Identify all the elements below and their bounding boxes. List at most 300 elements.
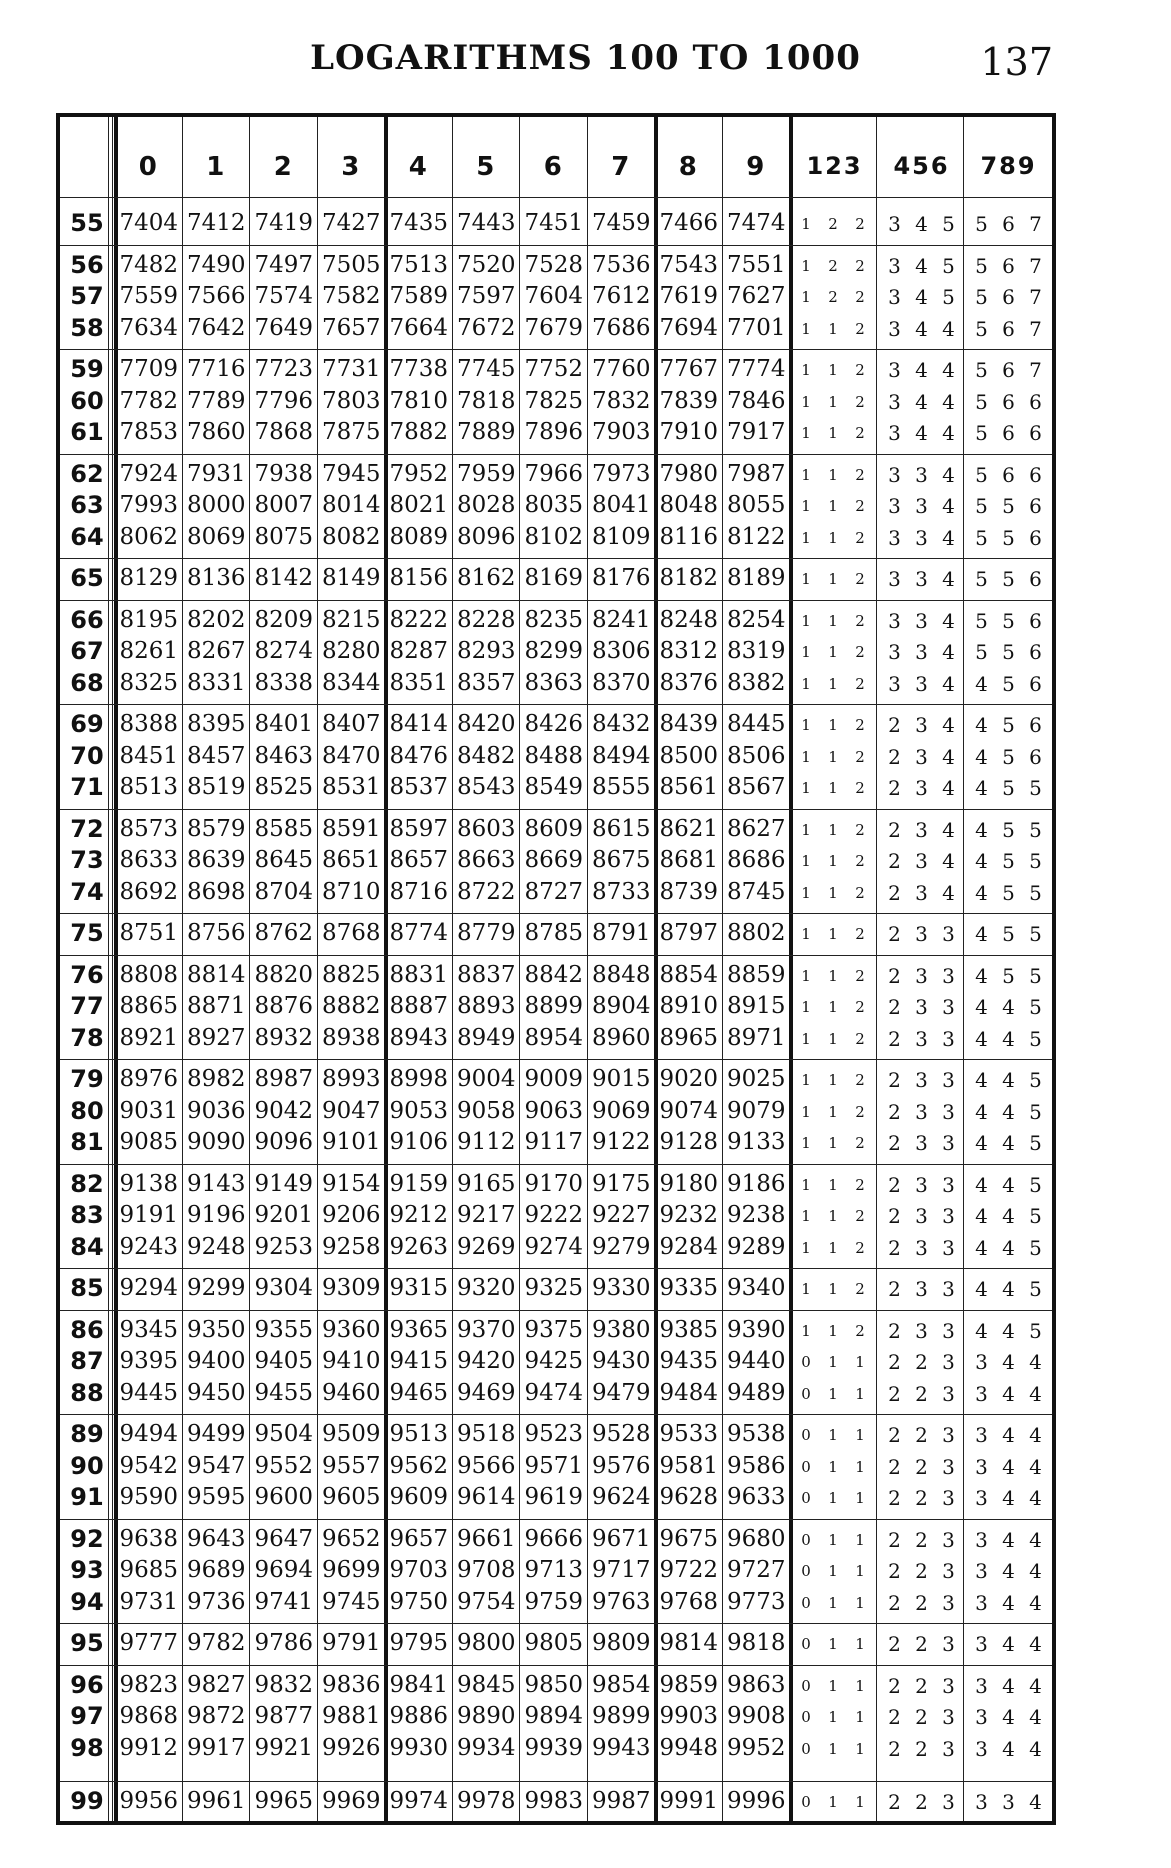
log-value: 7993 xyxy=(119,492,179,518)
diff-value: 2 xyxy=(888,1673,901,1698)
log-value: 9600 xyxy=(254,1484,314,1510)
diff-value: 0 xyxy=(801,1635,814,1653)
log-value: 8904 xyxy=(591,993,651,1019)
log-value: 9939 xyxy=(524,1734,584,1761)
log-value: 9117 xyxy=(524,1129,584,1155)
diff-value: 4 xyxy=(1002,1486,1015,1510)
log-value: 8228 xyxy=(456,606,516,633)
diff-value: 1 xyxy=(828,1353,841,1371)
log-value: 9380 xyxy=(591,1316,651,1343)
diff-value: 5 xyxy=(1029,995,1042,1019)
diff-value: 3 xyxy=(942,1559,955,1583)
log-value: 9832 xyxy=(254,1671,314,1698)
diff-value: 2 xyxy=(855,1207,868,1225)
diff-value: 5 xyxy=(942,212,955,236)
diff-value: 1 xyxy=(828,1134,841,1152)
diff-value: 4 xyxy=(975,1172,988,1197)
log-value: 9474 xyxy=(524,1379,584,1406)
diff-value: 5 xyxy=(975,316,988,341)
diff-value: 2 xyxy=(855,747,868,766)
diff-value: 3 xyxy=(915,776,928,800)
log-value: 9624 xyxy=(591,1484,651,1510)
diff-value: 5 xyxy=(942,253,955,278)
diff-value: 0 xyxy=(801,1530,814,1549)
diff-value: 1 xyxy=(828,1238,841,1257)
log-value: 8000 xyxy=(186,492,246,518)
log-value: 9722 xyxy=(659,1557,719,1583)
log-value: 9170 xyxy=(524,1170,584,1197)
diff-value: 1 xyxy=(828,820,841,839)
log-value: 7574 xyxy=(254,283,314,309)
log-value: 8426 xyxy=(524,711,584,737)
log-value: 9745 xyxy=(321,1588,381,1615)
diff-value: 1 xyxy=(801,716,814,734)
log-value: 9455 xyxy=(254,1379,314,1406)
log-value: 9741 xyxy=(254,1588,314,1615)
diff-value: 5 xyxy=(1002,494,1015,518)
log-value: 8021 xyxy=(389,492,449,518)
log-value: 9917 xyxy=(186,1734,246,1761)
log-value: 8814 xyxy=(186,961,246,988)
log-value: 7649 xyxy=(254,314,314,341)
log-value: 8976 xyxy=(119,1066,179,1092)
diff-value: 5 xyxy=(975,389,988,414)
diff-value: 1 xyxy=(855,1593,868,1612)
log-value: 8982 xyxy=(186,1066,246,1092)
diff-value: 6 xyxy=(1002,358,1015,382)
log-value: 9605 xyxy=(321,1484,381,1510)
log-value: 9253 xyxy=(254,1233,314,1260)
log-value: 7634 xyxy=(119,314,179,341)
log-value: 9025 xyxy=(726,1066,786,1092)
log-value: 8927 xyxy=(186,1024,246,1051)
log-value: 8382 xyxy=(726,669,786,696)
log-value: 8785 xyxy=(524,920,584,946)
log-value: 7796 xyxy=(254,387,314,414)
diff-value: 2 xyxy=(888,1068,901,1092)
diff-value: 2 xyxy=(855,1321,868,1340)
log-value: 9074 xyxy=(659,1097,719,1124)
log-value: 7474 xyxy=(726,210,786,236)
row-number: 75 xyxy=(70,919,104,947)
diff-value: 2 xyxy=(855,361,868,379)
diff-value: 3 xyxy=(942,1172,955,1197)
diff-value: 2 xyxy=(915,1590,928,1615)
log-value: 7931 xyxy=(186,460,246,487)
diff-value: 1 xyxy=(801,1029,814,1048)
diff-value: 2 xyxy=(855,1071,868,1089)
log-value: 8932 xyxy=(254,1024,314,1051)
row-number: 59 xyxy=(70,355,104,383)
log-value: 9533 xyxy=(659,1421,719,1447)
log-value: 8069 xyxy=(186,523,246,550)
diff-value: 4 xyxy=(1029,1423,1042,1447)
diff-value: 5 xyxy=(1029,776,1042,800)
log-value: 9365 xyxy=(389,1316,449,1343)
log-value: 7716 xyxy=(186,356,246,382)
log-value: 9149 xyxy=(254,1170,314,1197)
diff-value: 3 xyxy=(888,462,901,487)
diff-value: 2 xyxy=(888,1790,901,1814)
log-value: 7459 xyxy=(591,210,651,236)
log-value: 8987 xyxy=(254,1066,314,1092)
log-value: 8096 xyxy=(456,523,516,550)
diff-value: 3 xyxy=(915,671,928,696)
log-value: 9415 xyxy=(389,1348,449,1374)
log-value: 9420 xyxy=(456,1348,516,1374)
log-value: 8603 xyxy=(456,815,516,842)
diff-value: 1 xyxy=(801,925,814,943)
row-number: 78 xyxy=(70,1023,104,1052)
diff-value: 4 xyxy=(1029,1673,1042,1698)
log-value: 7917 xyxy=(726,419,786,445)
log-value: 9445 xyxy=(119,1379,179,1406)
diff-value: 1 xyxy=(828,611,841,630)
diff-value: 3 xyxy=(975,1673,988,1698)
log-value: 7825 xyxy=(524,387,584,414)
log-value: 8451 xyxy=(119,742,179,769)
diff-value: 4 xyxy=(1002,1068,1015,1092)
log-value: 9335 xyxy=(659,1275,719,1301)
log-value: 8267 xyxy=(186,638,246,664)
diff-value: 4 xyxy=(975,1277,988,1301)
diff-value: 5 xyxy=(975,462,988,487)
diff-value: 4 xyxy=(915,285,928,309)
diff-value: 7 xyxy=(1029,212,1042,236)
row-number: 87 xyxy=(70,1347,104,1375)
log-value: 7664 xyxy=(389,314,449,341)
diff-value: 1 xyxy=(801,319,814,338)
log-value: 9196 xyxy=(186,1202,246,1228)
diff-value: 5 xyxy=(1029,1099,1042,1124)
log-value: 8482 xyxy=(456,742,516,769)
log-value: 8014 xyxy=(321,492,381,518)
diff-header: 789 xyxy=(980,152,1037,180)
diff-value: 3 xyxy=(915,640,928,664)
log-value: 8692 xyxy=(119,878,179,905)
log-value: 7686 xyxy=(591,314,651,341)
log-value: 8597 xyxy=(389,815,449,842)
row-number: 90 xyxy=(70,1451,104,1480)
diff-value: 4 xyxy=(1002,1381,1015,1406)
log-value: 9175 xyxy=(591,1170,651,1197)
diff-value: 0 xyxy=(801,1489,814,1507)
diff-value: 4 xyxy=(1029,1527,1042,1552)
row-number: 92 xyxy=(70,1524,104,1553)
log-value: 9243 xyxy=(119,1233,179,1260)
log-value: 9320 xyxy=(456,1275,516,1301)
diff-value: 4 xyxy=(975,1131,988,1155)
log-value: 8779 xyxy=(456,920,516,946)
diff-value: 4 xyxy=(975,776,988,800)
log-value: 9425 xyxy=(524,1348,584,1374)
log-value: 8774 xyxy=(389,920,449,946)
log-value: 7938 xyxy=(254,460,314,487)
diff-value: 2 xyxy=(888,817,901,842)
log-value: 7701 xyxy=(726,314,786,341)
log-value: 8960 xyxy=(591,1024,651,1051)
log-value: 8887 xyxy=(389,993,449,1019)
log-value: 9206 xyxy=(321,1202,381,1228)
log-value: 7987 xyxy=(726,460,786,487)
log-value: 9509 xyxy=(321,1421,381,1447)
log-value: 8357 xyxy=(456,669,516,696)
diff-value: 1 xyxy=(828,1635,841,1653)
diff-value: 1 xyxy=(801,528,814,547)
log-value: 9513 xyxy=(389,1421,449,1447)
log-value: 8639 xyxy=(186,847,246,873)
diff-value: 0 xyxy=(801,1353,814,1371)
log-value: 9279 xyxy=(591,1233,651,1260)
diff-value: 3 xyxy=(942,1235,955,1260)
log-value: 7731 xyxy=(321,356,381,382)
log-value: 7672 xyxy=(456,314,516,341)
diff-value: 1 xyxy=(828,1457,841,1476)
log-value: 7839 xyxy=(659,387,719,414)
log-value: 7543 xyxy=(659,251,719,278)
diff-value: 1 xyxy=(801,1207,814,1225)
diff-value: 1 xyxy=(828,1530,841,1549)
diff-value: 6 xyxy=(1002,462,1015,487)
diff-value: 2 xyxy=(888,1705,901,1729)
row-number: 91 xyxy=(70,1483,104,1511)
log-value: 7657 xyxy=(321,314,381,341)
diff-value: 0 xyxy=(801,1676,814,1695)
row-number: 79 xyxy=(70,1065,104,1093)
row-number: 58 xyxy=(70,313,104,342)
diff-value: 3 xyxy=(1002,1790,1015,1814)
diff-value: 3 xyxy=(975,1790,988,1814)
log-value: 9238 xyxy=(726,1202,786,1228)
log-value: 8202 xyxy=(186,606,246,633)
diff-value: 1 xyxy=(855,1457,868,1476)
diff-value: 4 xyxy=(1029,1705,1042,1729)
diff-value: 1 xyxy=(855,1384,868,1403)
log-value: 8745 xyxy=(726,878,786,905)
diff-value: 4 xyxy=(1029,1381,1042,1406)
log-value: 8299 xyxy=(524,638,584,664)
diff-value: 5 xyxy=(975,285,988,309)
row-number: 74 xyxy=(70,877,104,906)
log-value: 9186 xyxy=(726,1170,786,1197)
diff-value: 2 xyxy=(888,1235,901,1260)
diff-value: 2 xyxy=(855,215,868,233)
log-value: 9759 xyxy=(524,1588,584,1615)
diff-value: 5 xyxy=(975,212,988,236)
diff-value: 2 xyxy=(888,1277,901,1301)
column-divider xyxy=(963,117,964,1821)
log-value: 7782 xyxy=(119,387,179,414)
diff-value: 5 xyxy=(1002,817,1015,842)
diff-value: 4 xyxy=(975,1099,988,1124)
log-value: 7505 xyxy=(321,251,381,278)
log-value: 9773 xyxy=(726,1588,786,1615)
log-value: 7520 xyxy=(456,251,516,278)
column-header: 2 xyxy=(273,152,292,182)
diff-value: 1 xyxy=(828,966,841,985)
row-number: 86 xyxy=(70,1315,104,1344)
log-value: 8338 xyxy=(254,669,314,696)
diff-value: 2 xyxy=(888,1381,901,1406)
log-value: 7980 xyxy=(659,460,719,487)
log-value: 7789 xyxy=(186,387,246,414)
log-value: 7774 xyxy=(726,356,786,382)
log-value: 7745 xyxy=(456,356,516,382)
diff-value: 3 xyxy=(915,608,928,633)
log-value: 8102 xyxy=(524,523,584,550)
log-value: 9666 xyxy=(524,1525,584,1552)
log-value: 9863 xyxy=(726,1671,786,1698)
log-value: 8195 xyxy=(119,606,179,633)
log-value: 9675 xyxy=(659,1525,719,1552)
log-value: 9717 xyxy=(591,1557,651,1583)
log-value: 9552 xyxy=(254,1452,314,1479)
log-value: 9518 xyxy=(456,1421,516,1447)
diff-value: 5 xyxy=(1029,1277,1042,1301)
log-value: 9708 xyxy=(456,1557,516,1583)
diff-value: 4 xyxy=(1002,1705,1015,1729)
diff-value: 2 xyxy=(915,1559,928,1583)
log-value: 7966 xyxy=(524,460,584,487)
group-divider xyxy=(60,913,1052,914)
log-value: 7597 xyxy=(456,283,516,309)
diff-value: 1 xyxy=(828,1280,841,1298)
log-value: 9499 xyxy=(186,1421,246,1447)
log-value: 8949 xyxy=(456,1024,516,1051)
log-value: 9586 xyxy=(726,1452,786,1479)
log-value: 8727 xyxy=(524,878,584,905)
diff-value: 2 xyxy=(888,1632,901,1656)
diff-value: 3 xyxy=(888,212,901,236)
log-value: 7709 xyxy=(119,356,179,382)
group-divider xyxy=(60,1623,1052,1624)
row-number: 82 xyxy=(70,1169,104,1198)
log-value: 8762 xyxy=(254,920,314,946)
diff-value: 3 xyxy=(942,1318,955,1343)
log-value: 9159 xyxy=(389,1170,449,1197)
log-value: 9689 xyxy=(186,1557,246,1583)
diff-value: 4 xyxy=(1002,1527,1015,1552)
diff-value: 4 xyxy=(942,525,955,550)
log-value: 8710 xyxy=(321,878,381,905)
log-value: 8241 xyxy=(591,606,651,633)
row-number: 63 xyxy=(70,491,104,519)
log-value: 7559 xyxy=(119,283,179,309)
log-value: 8627 xyxy=(726,815,786,842)
log-value: 8463 xyxy=(254,742,314,769)
diff-value: 5 xyxy=(1002,608,1015,633)
log-value: 8555 xyxy=(591,774,651,800)
log-value: 9750 xyxy=(389,1588,449,1615)
log-value: 9657 xyxy=(389,1525,449,1552)
log-value: 9694 xyxy=(254,1557,314,1583)
diff-value: 1 xyxy=(801,779,814,797)
diff-value: 3 xyxy=(975,1423,988,1447)
diff-value: 4 xyxy=(975,1318,988,1343)
log-value: 8500 xyxy=(659,742,719,769)
diff-value: 4 xyxy=(915,389,928,414)
diff-value: 1 xyxy=(828,1175,841,1194)
diff-value: 2 xyxy=(855,465,868,484)
log-value: 9460 xyxy=(321,1379,381,1406)
diff-value: 5 xyxy=(1002,963,1015,988)
log-value: 8370 xyxy=(591,669,651,696)
diff-value: 5 xyxy=(1002,744,1015,769)
log-value: 8859 xyxy=(726,961,786,988)
diff-value: 4 xyxy=(1002,1423,1015,1447)
log-value: 8808 xyxy=(119,961,179,988)
group-divider xyxy=(60,1310,1052,1311)
diff-value: 3 xyxy=(915,494,928,518)
diff-value: 5 xyxy=(975,525,988,550)
log-value: 9138 xyxy=(119,1170,179,1197)
log-value: 9991 xyxy=(659,1788,719,1814)
log-value: 9836 xyxy=(321,1671,381,1698)
log-value: 9504 xyxy=(254,1421,314,1447)
diff-value: 6 xyxy=(1029,744,1042,769)
diff-value: 4 xyxy=(975,713,988,737)
log-value: 8476 xyxy=(389,742,449,769)
diff-value: 3 xyxy=(915,963,928,988)
row-number: 66 xyxy=(70,605,104,634)
diff-value: 7 xyxy=(1029,316,1042,341)
diff-value: 3 xyxy=(915,1204,928,1228)
log-value: 9782 xyxy=(186,1630,246,1656)
diff-value: 3 xyxy=(942,1026,955,1051)
diff-value: 1 xyxy=(828,528,841,547)
diff-value: 1 xyxy=(828,361,841,379)
log-value: 9886 xyxy=(389,1703,449,1729)
diff-value: 5 xyxy=(1002,567,1015,591)
log-value: 8376 xyxy=(659,669,719,696)
log-value: 8993 xyxy=(321,1066,381,1092)
diff-value: 6 xyxy=(1029,671,1042,696)
diff-value: 3 xyxy=(888,608,901,633)
group-divider xyxy=(60,558,1052,559)
diff-value: 3 xyxy=(942,1790,955,1814)
log-value: 8791 xyxy=(591,920,651,946)
diff-value: 4 xyxy=(1029,1590,1042,1615)
diff-value: 2 xyxy=(915,1486,928,1510)
log-value: 8169 xyxy=(524,565,584,591)
diff-value: 4 xyxy=(942,817,955,842)
diff-value: 6 xyxy=(1002,285,1015,309)
diff-value: 2 xyxy=(855,611,868,630)
diff-value: 1 xyxy=(801,256,814,275)
diff-value: 3 xyxy=(942,1204,955,1228)
diff-value: 2 xyxy=(855,1238,868,1257)
row-number: 76 xyxy=(70,960,104,989)
diff-value: 3 xyxy=(975,1559,988,1583)
log-value: 9484 xyxy=(659,1379,719,1406)
row-number: 94 xyxy=(70,1587,104,1616)
log-value: 7404 xyxy=(119,210,179,236)
diff-value: 3 xyxy=(975,1590,988,1615)
diff-value: 2 xyxy=(915,1381,928,1406)
diff-value: 1 xyxy=(801,288,814,306)
diff-value: 4 xyxy=(1002,1590,1015,1615)
diff-value: 3 xyxy=(888,494,901,518)
log-value: 9370 xyxy=(456,1316,516,1343)
log-value: 8657 xyxy=(389,847,449,873)
log-value: 7860 xyxy=(186,419,246,445)
log-value: 9309 xyxy=(321,1275,381,1301)
log-value: 9258 xyxy=(321,1233,381,1260)
diff-value: 1 xyxy=(801,424,814,442)
diff-value: 4 xyxy=(942,713,955,737)
diff-value: 3 xyxy=(915,525,928,550)
log-value: 9576 xyxy=(591,1452,651,1479)
